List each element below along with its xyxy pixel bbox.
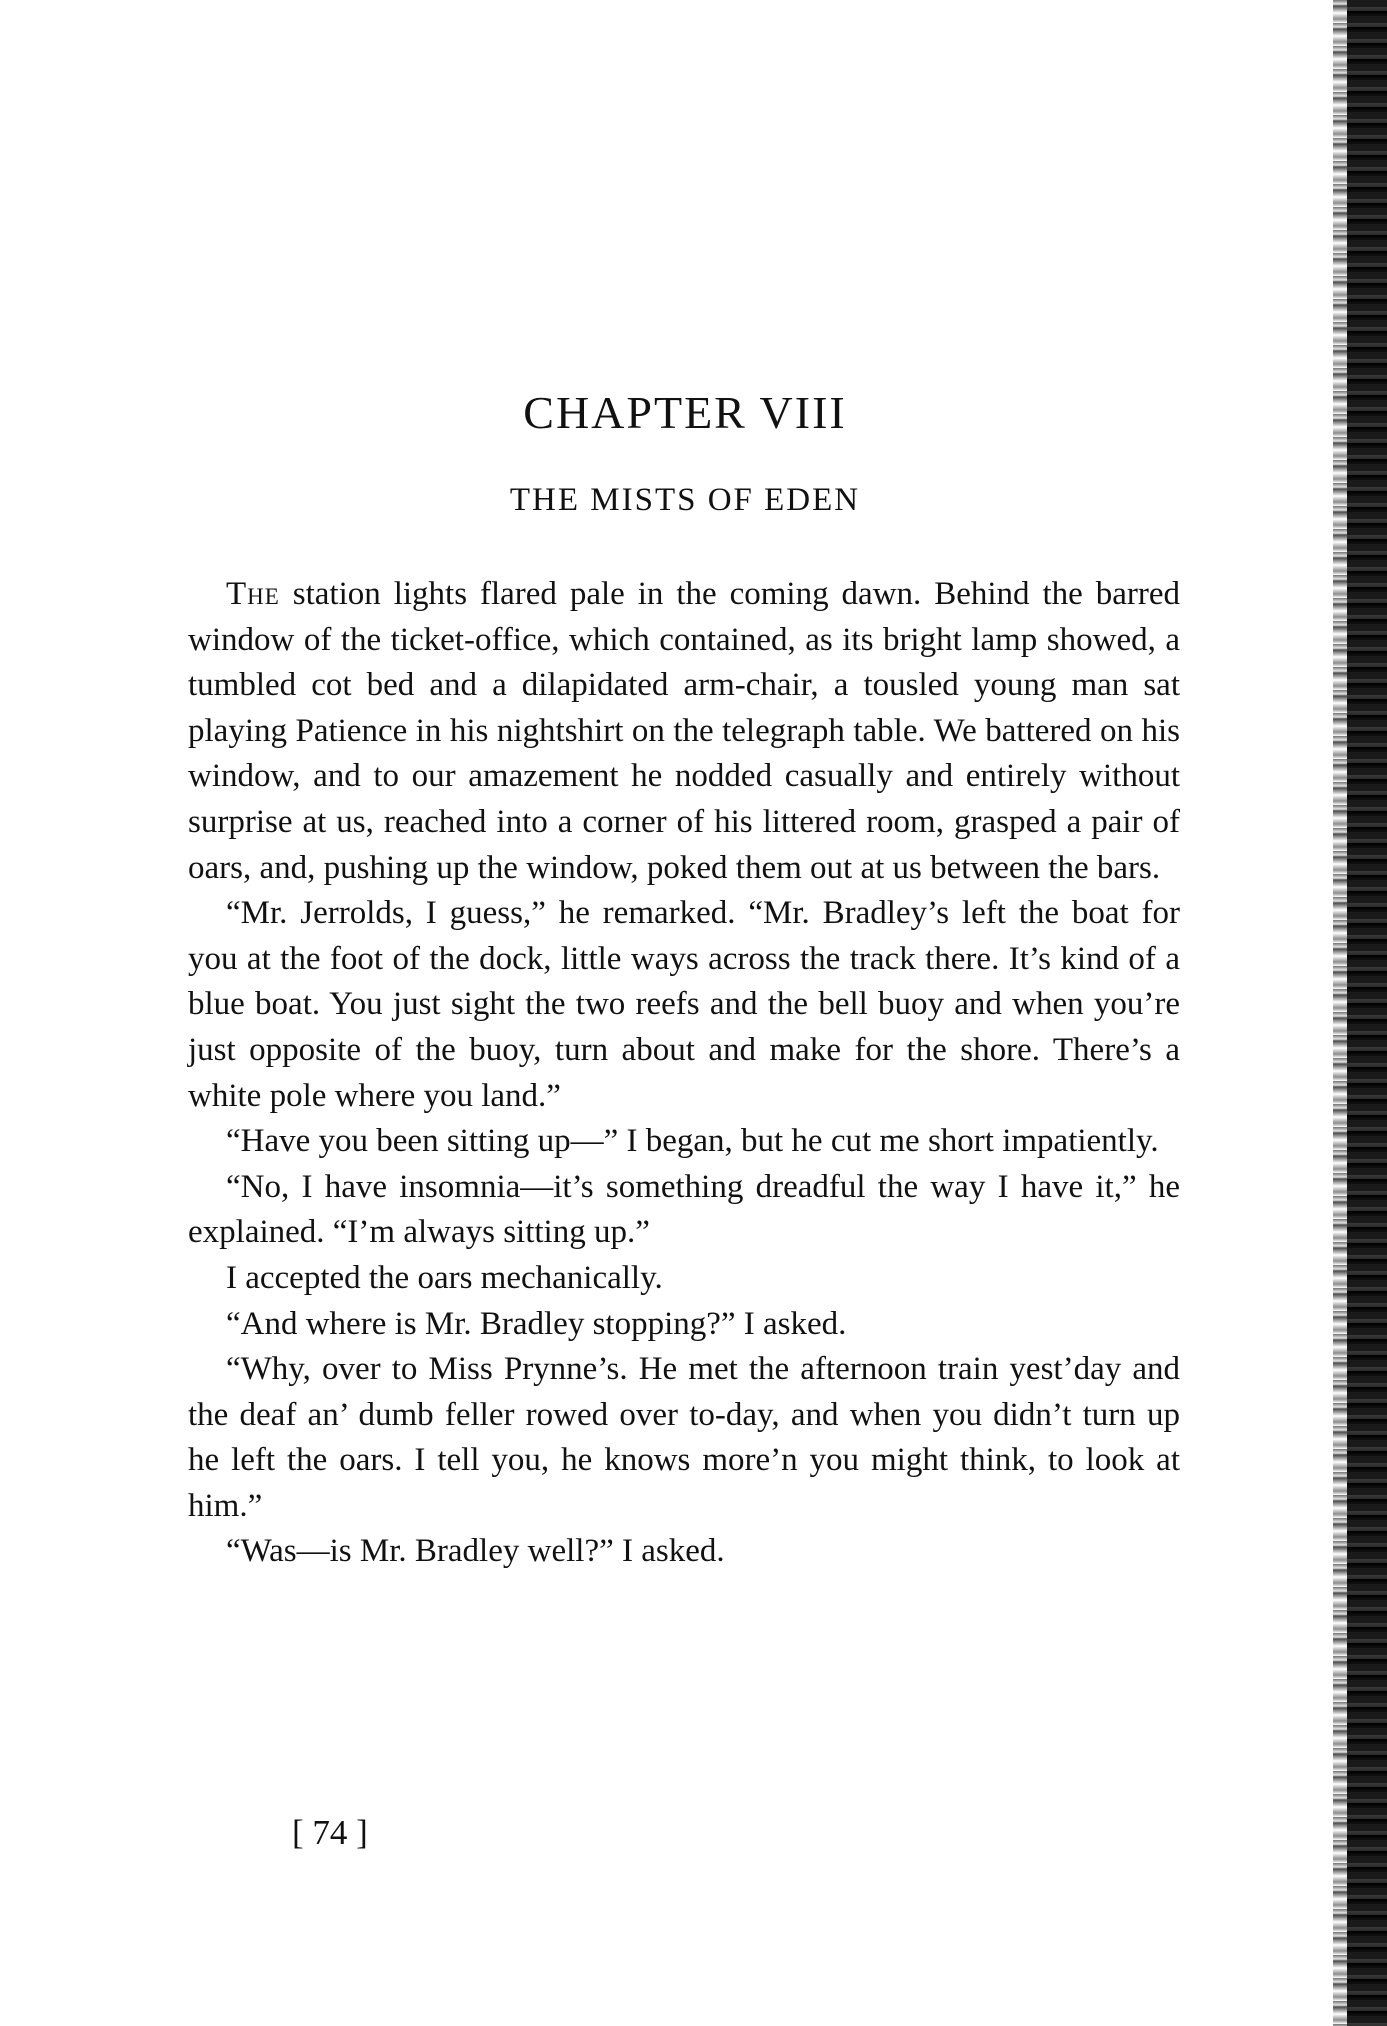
paragraph-2: “Mr. Jerrolds, I guess,” he remarked. “Mr. Bradley’s left the boat for you at the foot of the dock, little ways across the track there. It’s kind of a blue boat. You just sight the two reefs and the bell buoy and when you’re just opposite of the buoy, turn about and make for the shore. There’s a white pole where you land.”	[188, 895, 1180, 1114]
paragraph-4: “No, I have insomnia—it’s something dreadful the way I have it,” he explained. “I’m always sitting up.”	[188, 1168, 1180, 1251]
page-edge-shadow	[1333, 0, 1347, 2026]
paragraph-5: I accepted the oars mechanically.	[226, 1259, 663, 1296]
paragraph-8: “Was—is Mr. Bradley well?” I asked.	[226, 1533, 725, 1570]
book-binding-edge	[1347, 0, 1387, 2026]
paragraph-6: “And where is Mr. Bradley stopping?” I asked.	[226, 1305, 847, 1342]
body-text	[188, 572, 1180, 1575]
paragraph-lead-word: The	[226, 576, 280, 612]
page-number: [ 74 ]	[292, 1813, 368, 1852]
paragraph-7: “Why, over to Miss Prynne’s. He met the afternoon train yest’day and the deaf an’ dumb feller rowed over to-day, and when you didn’t turn up he left the oars. I tell you, he knows more’n you might think, to look at him.”	[188, 1351, 1180, 1524]
chapter-title: CHAPTER VIII	[523, 387, 847, 438]
paragraph-text: station lights flared pale in the coming dawn. Behind the barred window of the ticket-office, which contained, as its bright lamp showed, a tumbled cot bed and a dilapidated arm-chair, a tousled young man sat playing Patience in his nightshirt on the telegraph table. We battered on his window, and to our amazement he nodded casually and entirely without surprise at us, reached into a corner of his littered room, grasped a pair of oars, and, pushing up the window, poked them out at us between the bars.	[188, 576, 1180, 886]
chapter-subtitle: THE MISTS OF EDEN	[509, 482, 861, 518]
paragraph-1	[188, 572, 1180, 891]
paragraph-3: “Have you been sitting up—” I began, but he cut me short impatiently.	[226, 1123, 1159, 1160]
